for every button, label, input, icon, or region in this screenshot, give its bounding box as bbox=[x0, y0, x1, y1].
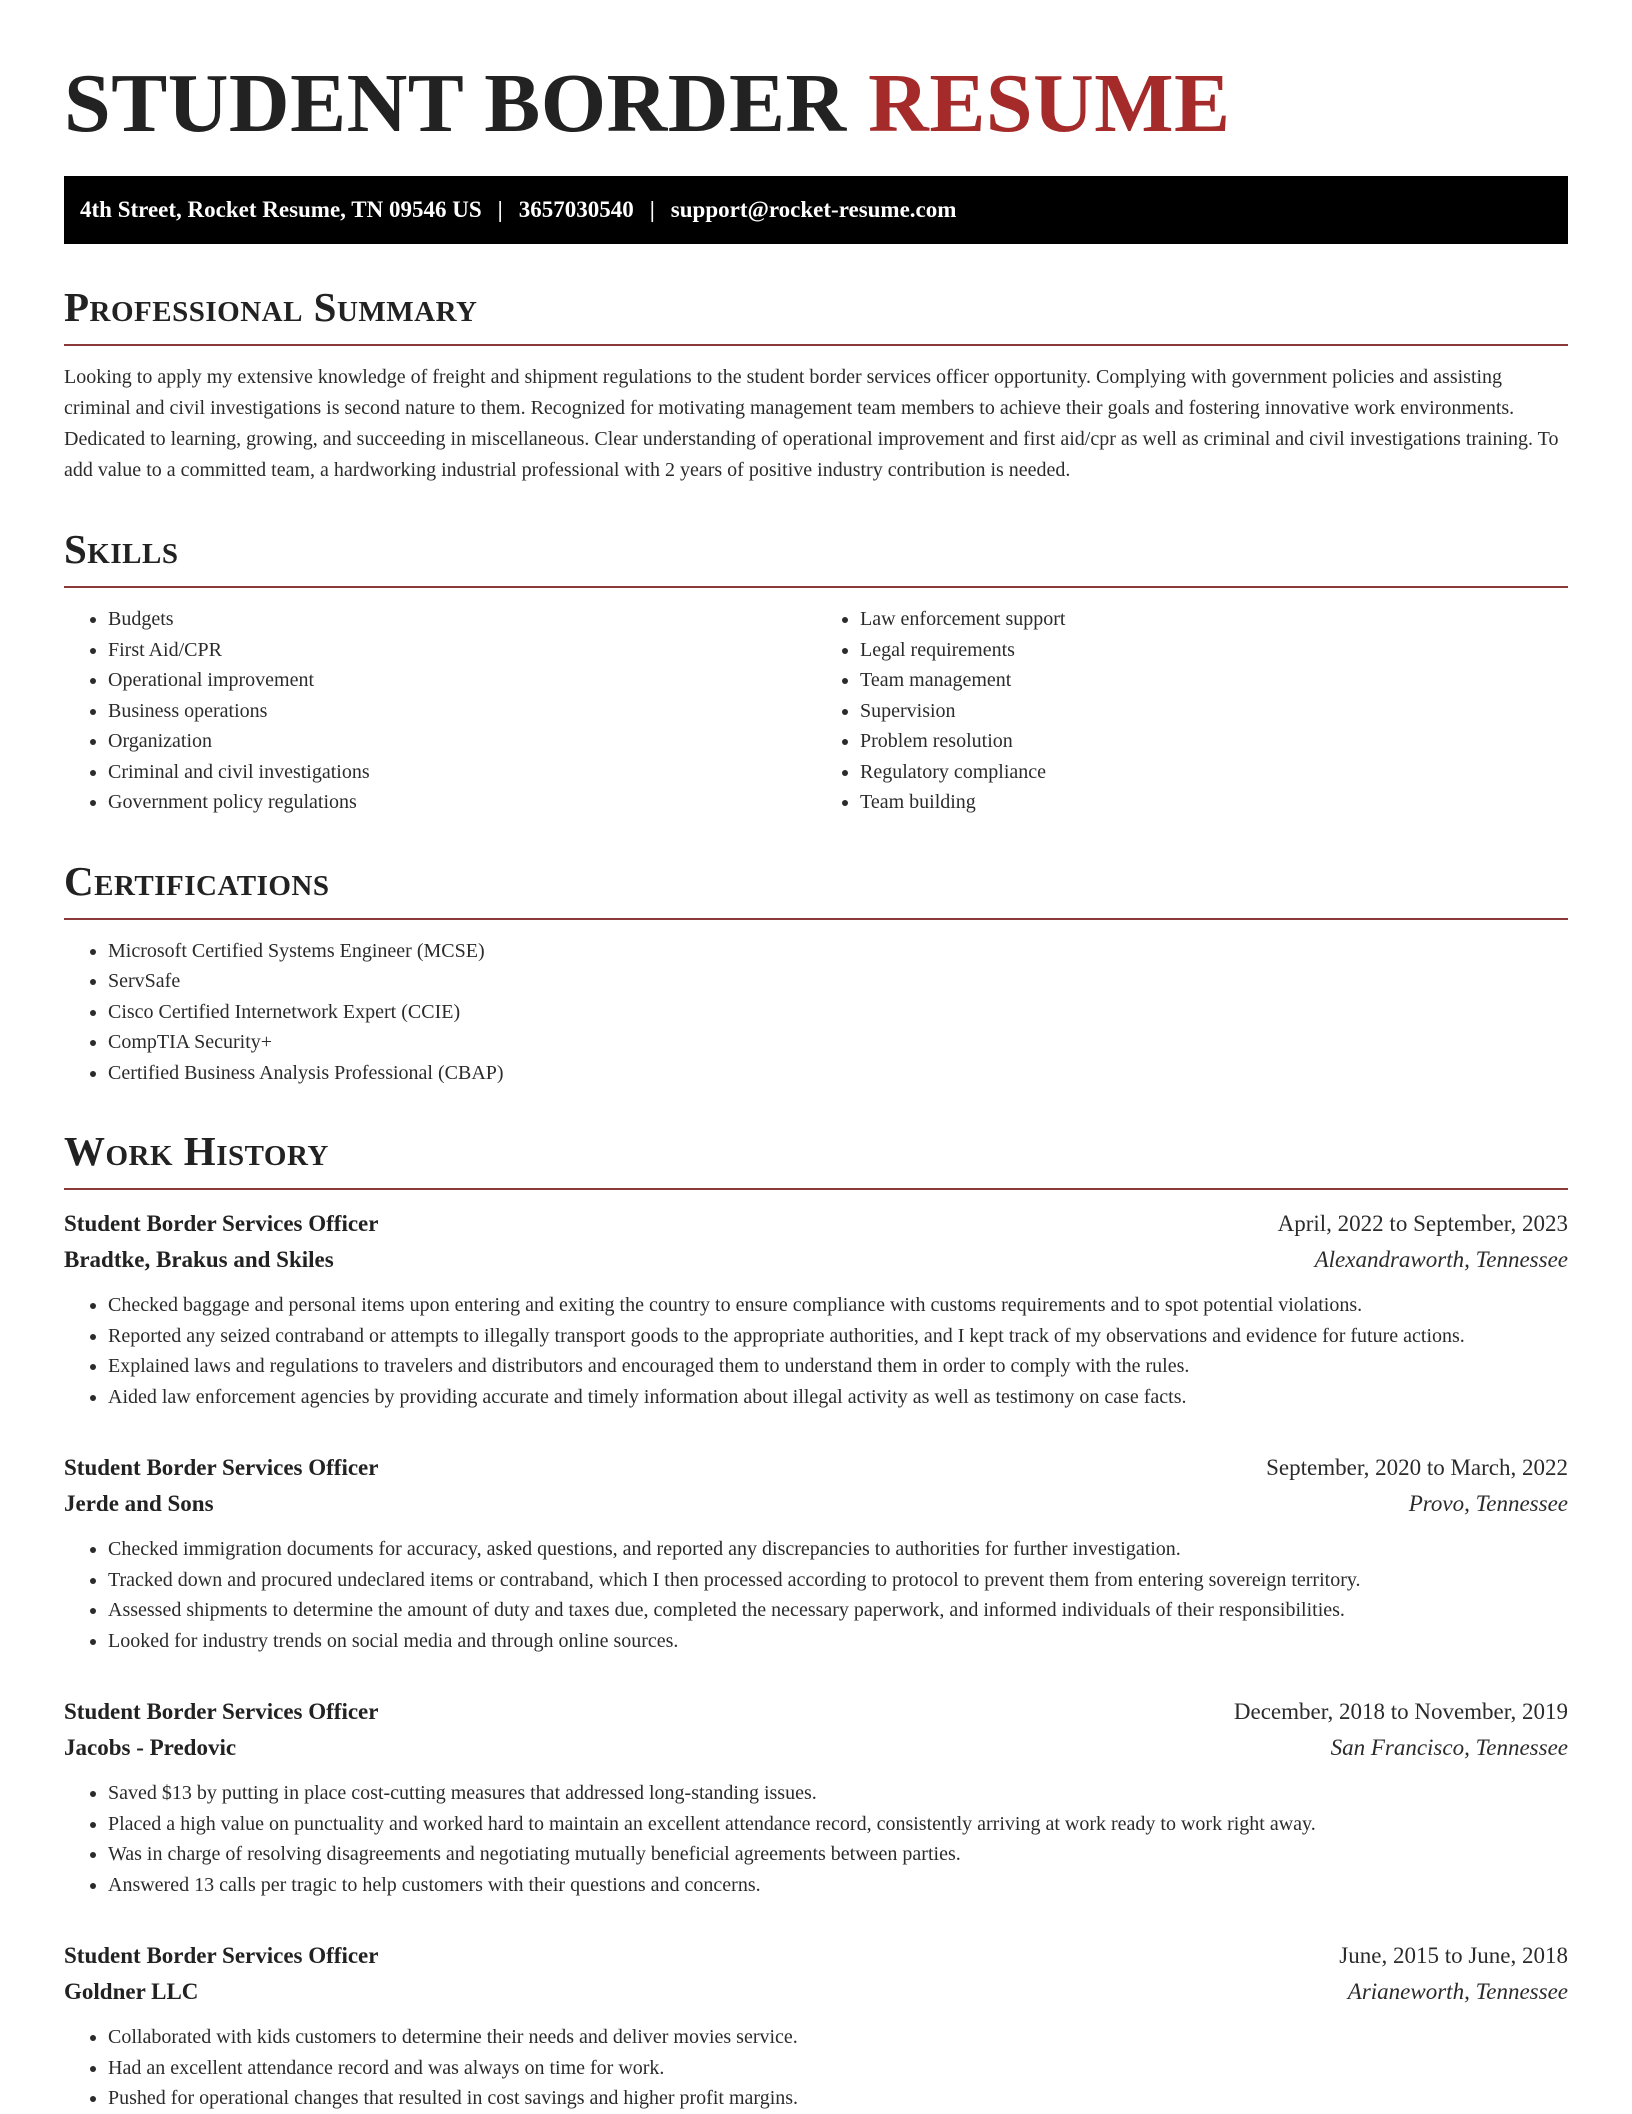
skill-item: • Supervision bbox=[860, 696, 1568, 727]
job-bullets bbox=[64, 1778, 1568, 1900]
contact-separator: | bbox=[497, 197, 503, 222]
job-bullet: • Reported any seized contraband or attempts to illegally transport goods to the appropriate authorities, and I kept track of my observations and evidence for future actions. bbox=[108, 1321, 1568, 1352]
job-entry bbox=[64, 1450, 1568, 1656]
job-bullets bbox=[64, 2022, 1568, 2114]
skills-grid bbox=[64, 604, 1568, 818]
job-bullet: • Answered 13 calls per tragic to help customers with their questions and concerns. bbox=[108, 1870, 1568, 1901]
section-title-certifications: Certifications bbox=[64, 857, 330, 904]
skill-item: • Operational improvement bbox=[108, 665, 816, 696]
job-company-row bbox=[64, 1974, 1568, 2010]
resume-name bbox=[64, 56, 1568, 152]
skill-item: • Legal requirements bbox=[860, 635, 1568, 666]
job-dates: April, 2022 to September, 2023 bbox=[1277, 1211, 1568, 1236]
section-divider bbox=[64, 918, 1568, 920]
job-bullet: • Aided law enforcement agencies by providing accurate and timely information about illegal activity as well as testimony on case facts. bbox=[108, 1382, 1568, 1413]
name-last: RESUME bbox=[868, 57, 1231, 150]
job-bullet: • Tracked down and procured undeclared items or contraband, which I then processed according to protocol to prevent them from entering sovereign territory. bbox=[108, 1565, 1568, 1596]
summary-text: Looking to apply my extensive knowledge of freight and shipment regulations to the student border services officer opportunity. Complying with government policies and assisting criminal and civil investigations is second nature to them. Recognized for motivating management team members to achieve their goals and fostering innovative work environments. Dedicated to learning, growing, and succeeding in miscellaneous. Clear understanding of operational improvement and first aid/cpr as well as criminal and civil investigations training. To add value to a committed team, a hardworking industrial professional with 2 years of positive industry contribution is needed. bbox=[64, 366, 1559, 481]
skill-item: • First Aid/CPR bbox=[108, 635, 816, 666]
job-bullets bbox=[64, 1534, 1568, 1656]
job-company-row bbox=[64, 1730, 1568, 1766]
skill-item: • Regulatory compliance bbox=[860, 757, 1568, 788]
job-header-row bbox=[64, 1694, 1568, 1730]
skill-item: • Organization bbox=[108, 726, 816, 757]
certifications-section bbox=[64, 856, 1568, 1089]
job-company: Bradtke, Brakus and Skiles bbox=[64, 1247, 334, 1272]
job-bullets bbox=[64, 1290, 1568, 1412]
skill-item: • Business operations bbox=[108, 696, 816, 727]
job-company: Jerde and Sons bbox=[64, 1491, 214, 1516]
section-divider bbox=[64, 586, 1568, 588]
job-bullet: • Explained laws and regulations to travelers and distributors and encouraged them to understand them in order to comply with the rules. bbox=[108, 1351, 1568, 1382]
job-entry bbox=[64, 1206, 1568, 1412]
skill-item: • Team management bbox=[860, 665, 1568, 696]
job-company: Goldner LLC bbox=[64, 1979, 199, 2004]
job-bullet: • Checked baggage and personal items upon entering and exiting the country to ensure compliance with customs requirements and to spot potential violations. bbox=[108, 1290, 1568, 1321]
contact-address: 4th Street, Rocket Resume, TN 09546 US bbox=[80, 197, 482, 222]
skill-item: • Criminal and civil investigations bbox=[108, 757, 816, 788]
skill-item: • Law enforcement support bbox=[860, 604, 1568, 635]
job-bullet: • Collaborated with kids customers to determine their needs and deliver movies service. bbox=[108, 2022, 1568, 2053]
skill-item: • Budgets bbox=[108, 604, 816, 635]
job-title: Student Border Services Officer bbox=[64, 1455, 379, 1480]
job-header-row bbox=[64, 1938, 1568, 1974]
skills-list-left bbox=[64, 604, 816, 818]
job-bullet: • Looked for industry trends on social media and through online sources. bbox=[108, 1626, 1568, 1657]
job-company-row bbox=[64, 1486, 1568, 1522]
summary-section bbox=[64, 282, 1568, 486]
skill-item: • Team building bbox=[860, 787, 1568, 818]
job-company: Jacobs - Predovic bbox=[64, 1735, 237, 1760]
job-bullet: • Assessed shipments to determine the amount of duty and taxes due, completed the necessary paperwork, and informed individuals of their responsibilities. bbox=[108, 1595, 1568, 1626]
section-title-skills: Skills bbox=[64, 526, 179, 572]
contact-separator: | bbox=[649, 197, 655, 222]
job-location: Alexandraworth, Tennessee bbox=[1314, 1247, 1568, 1272]
job-location: Provo, Tennessee bbox=[1408, 1491, 1568, 1516]
contact-bar bbox=[64, 176, 1568, 244]
job-location: San Francisco, Tennessee bbox=[1330, 1735, 1568, 1760]
skills-list-right bbox=[816, 604, 1568, 818]
job-entry bbox=[64, 1938, 1568, 2114]
certification-item: • CompTIA Security+ bbox=[108, 1027, 1568, 1058]
job-bullet: • Was in charge of resolving disagreements and negotiating mutually beneficial agreements between parties. bbox=[108, 1839, 1568, 1870]
job-bullet: • Had an excellent attendance record and was always on time for work. bbox=[108, 2053, 1568, 2084]
job-header-row bbox=[64, 1450, 1568, 1486]
certifications-list bbox=[64, 936, 1568, 1089]
job-title: Student Border Services Officer bbox=[64, 1211, 379, 1236]
contact-phone: 3657030540 bbox=[518, 197, 634, 222]
section-title-summary: Professional Summary bbox=[64, 284, 478, 330]
job-location: Arianeworth, Tennessee bbox=[1347, 1979, 1568, 2004]
job-bullet: • Saved $13 by putting in place cost-cutting measures that addressed long-standing issues. bbox=[108, 1778, 1568, 1809]
skills-section bbox=[64, 524, 1568, 818]
section-divider bbox=[64, 344, 1568, 346]
section-divider bbox=[64, 1188, 1568, 1190]
certification-item: • Microsoft Certified Systems Engineer (MCSE) bbox=[108, 936, 1568, 967]
job-dates: September, 2020 to March, 2022 bbox=[1266, 1455, 1568, 1480]
job-bullet: • Checked immigration documents for accuracy, asked questions, and reported any discrepancies to authorities for further investigation. bbox=[108, 1534, 1568, 1565]
job-bullet: • Placed a high value on punctuality and worked hard to maintain an excellent attendance record, consistently arriving at work ready to work right away. bbox=[108, 1809, 1568, 1840]
job-company-row bbox=[64, 1242, 1568, 1278]
job-dates: June, 2015 to June, 2018 bbox=[1339, 1943, 1568, 1968]
skill-item: • Problem resolution bbox=[860, 726, 1568, 757]
job-header-row bbox=[64, 1206, 1568, 1242]
work-history-section bbox=[64, 1126, 1568, 2114]
job-title: Student Border Services Officer bbox=[64, 1943, 379, 1968]
job-title: Student Border Services Officer bbox=[64, 1699, 379, 1724]
job-dates: December, 2018 to November, 2019 bbox=[1233, 1699, 1568, 1724]
certification-item: • ServSafe bbox=[108, 966, 1568, 997]
certification-item: • Cisco Certified Internetwork Expert (CCIE) bbox=[108, 997, 1568, 1028]
section-title-work-history: Work History bbox=[64, 1128, 329, 1174]
job-entry bbox=[64, 1694, 1568, 1900]
name-first: STUDENT BORDER bbox=[64, 57, 847, 150]
contact-email: support@rocket-resume.com bbox=[670, 197, 957, 222]
certification-item: • Certified Business Analysis Professional (CBAP) bbox=[108, 1058, 1568, 1089]
job-bullet: • Pushed for operational changes that resulted in cost savings and higher profit margins. bbox=[108, 2083, 1568, 2114]
skill-item: • Government policy regulations bbox=[108, 787, 816, 818]
